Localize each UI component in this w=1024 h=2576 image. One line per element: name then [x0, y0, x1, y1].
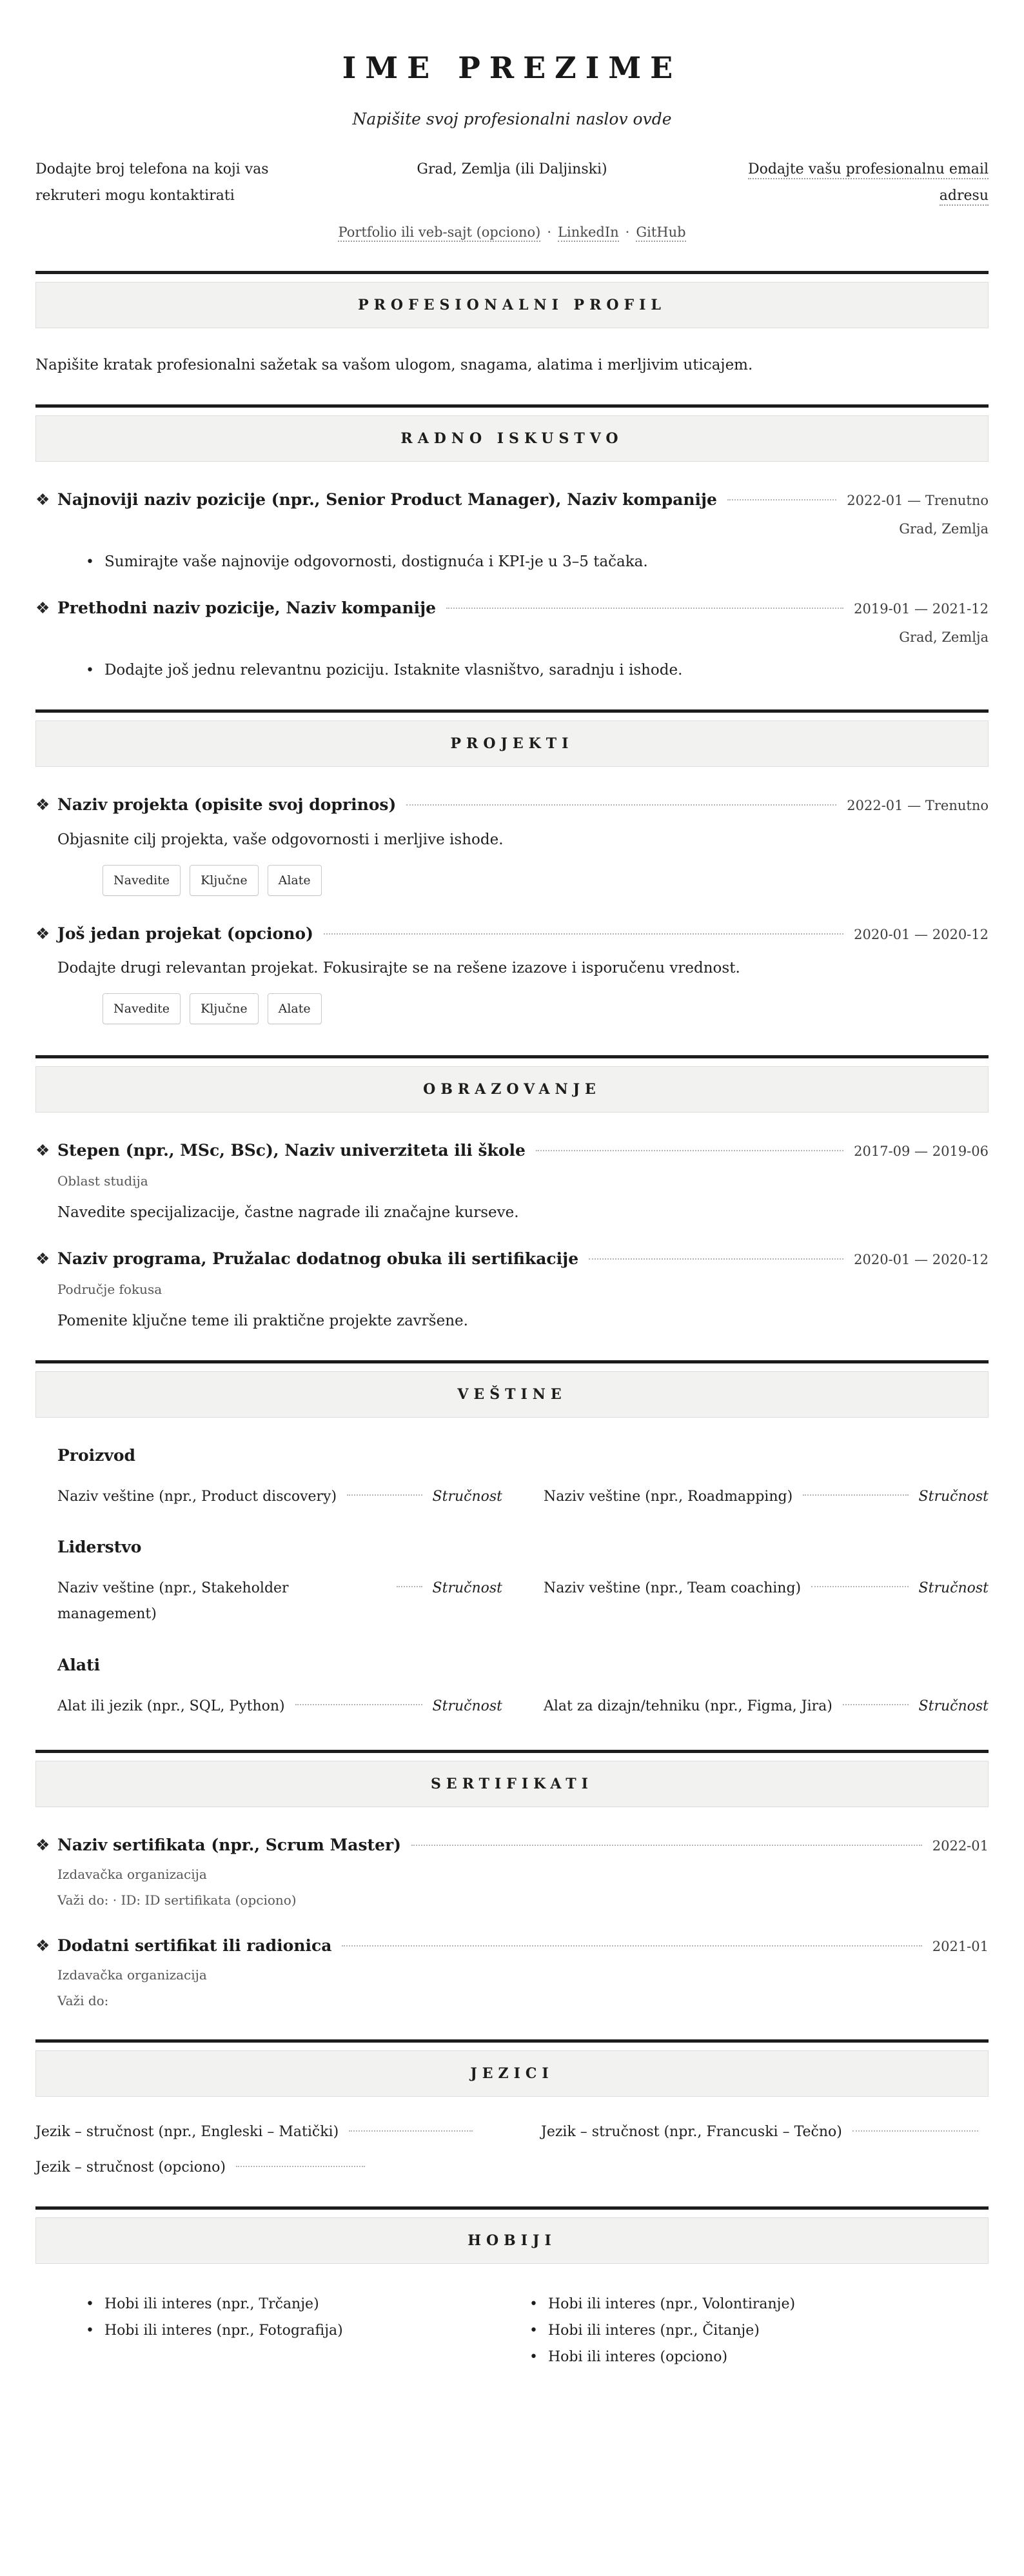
diamond-icon: ❖ — [35, 1836, 50, 1855]
email-cell — [711, 157, 989, 209]
phone-text: Dodajte broj telefona na koji vas rekruteri mogu kontaktirati — [35, 161, 269, 204]
cert-validity: Važi do: — [57, 1992, 109, 2008]
section-divider — [35, 404, 989, 408]
candidate-name: IME PREZIME — [342, 50, 682, 85]
skill-label: Naziv veštine (npr., Roadmapping) — [544, 1488, 793, 1505]
github-link[interactable]: GitHub — [636, 224, 685, 242]
hobby-list-left — [35, 2286, 502, 2365]
entry-head — [35, 1140, 989, 1162]
entry-head — [35, 923, 989, 945]
hobby-text: Hobi ili interes (npr., Fotografija) — [104, 2322, 343, 2339]
bullet-icon: • — [529, 2295, 538, 2312]
bullet-icon: • — [529, 2322, 538, 2339]
project-description: Objasnite cilj projekta, vaše odgovornosti i merljive ishode. — [57, 831, 504, 848]
entry-head — [35, 1248, 989, 1270]
location-text: Grad, Zemlja (ili Daljinski) — [417, 161, 607, 177]
professional-title: Napišite svoj profesionalni naslov ovde — [352, 110, 672, 128]
skill-level: Stručnost — [432, 1580, 502, 1597]
tag-chip: Navedite — [103, 865, 181, 896]
dotted-leader — [295, 1704, 422, 1705]
entry-bullet-list — [35, 662, 989, 679]
tag-chip: Ključne — [190, 993, 259, 1024]
diamond-icon: ❖ — [35, 599, 50, 618]
entry-subtitle: Oblast studija — [57, 1173, 148, 1189]
experience-entry — [35, 597, 989, 679]
language-item — [541, 2124, 989, 2140]
skill-level: Stručnost — [918, 1580, 989, 1597]
dotted-leader — [397, 1586, 422, 1587]
entry-title: Prethodni naziv pozicije, Naziv kompanije — [57, 599, 437, 618]
diamond-icon: ❖ — [35, 924, 50, 943]
tag-chip: Navedite — [103, 993, 181, 1024]
list-item — [86, 662, 989, 679]
section-header-hobbies — [35, 2217, 989, 2264]
skill-label: Naziv veštine (npr., Stakeholder management) — [57, 1580, 289, 1623]
skill-label: Naziv veštine (npr., Team coaching) — [544, 1580, 802, 1597]
experience-entry — [35, 489, 989, 570]
bullet-icon: • — [529, 2348, 538, 2365]
dotted-leader — [406, 804, 836, 806]
skill-label: Alat za dizajn/tehniku (npr., Figma, Jira) — [544, 1698, 832, 1714]
section-header-experience — [35, 415, 989, 462]
section-divider — [35, 1360, 989, 1363]
skills-group-title: Alati — [57, 1655, 101, 1674]
entry-title: Najnoviji naziv pozicije (npr., Senior Product Manager), Naziv kompanije — [57, 490, 717, 510]
link-separator: · — [547, 224, 552, 241]
diamond-icon: ❖ — [35, 1249, 50, 1269]
entry-location: Grad, Zemlja — [899, 521, 989, 537]
section-divider — [35, 1055, 989, 1058]
entry-dates: 2017-09 — 2019-06 — [854, 1144, 989, 1160]
section-heading: VEŠTINE — [457, 1385, 567, 1403]
section-heading: RADNO ISKUSTVO — [400, 430, 624, 448]
entry-dates: 2020-01 — 2020-12 — [854, 1252, 989, 1268]
tag-chip: Alate — [268, 993, 322, 1024]
skills-group-title: Proizvod — [57, 1445, 136, 1465]
hobby-grid — [35, 2286, 989, 2365]
skills-group-title: Liderstvo — [57, 1538, 142, 1557]
dotted-leader — [589, 1258, 843, 1260]
dotted-leader — [727, 499, 836, 500]
bullet-icon: • — [86, 2295, 94, 2312]
entry-title: Stepen (npr., MSc, BSc), Naziv univerziteta ili škole — [57, 1141, 526, 1160]
hobby-list-right — [522, 2286, 989, 2365]
skill-item — [57, 1484, 502, 1510]
entry-head — [35, 1935, 989, 1957]
section-divider — [35, 2206, 989, 2210]
skills-group — [57, 1694, 989, 1719]
bullet-icon: • — [86, 662, 94, 679]
hobby-text: Hobi ili interes (npr., Volontiranje) — [547, 2295, 796, 2312]
dotted-leader — [446, 608, 843, 609]
hobby-item — [86, 2296, 502, 2312]
entry-dates: 2021-01 — [932, 1939, 989, 1954]
certification-entry — [35, 1935, 989, 2008]
dotted-leader — [843, 1704, 909, 1705]
entry-head — [35, 1834, 989, 1856]
bullet-text: Sumirajte vaše najnovije odgovornosti, dostignuća i KPI-je u 3–5 tačaka. — [104, 553, 648, 571]
section-heading: OBRAZOVANJE — [423, 1081, 601, 1098]
entry-dates: 2022-01 — [932, 1838, 989, 1854]
section-divider — [35, 1750, 989, 1753]
section-heading: SERTIFIKATI — [431, 1776, 593, 1793]
diamond-icon: ❖ — [35, 1936, 50, 1955]
tag-chip: Ključne — [190, 865, 259, 896]
entry-head — [35, 489, 989, 511]
list-item — [86, 553, 989, 570]
certification-entry — [35, 1834, 989, 1908]
section-divider — [35, 2039, 989, 2043]
hobby-item — [529, 2323, 989, 2339]
entry-title: Još jedan projekat (opciono) — [57, 924, 313, 943]
dotted-leader — [324, 933, 843, 935]
section-divider — [35, 271, 989, 274]
language-label: Jezik – stručnost (opciono) — [35, 2159, 226, 2175]
entry-location: Grad, Zemlja — [899, 629, 989, 645]
linkedin-link[interactable]: LinkedIn — [558, 224, 619, 242]
project-description: Dodajte drugi relevantan projekat. Fokusirajte se na rešene izazove i isporučenu vrednost. — [57, 960, 740, 977]
dotted-leader — [349, 2130, 473, 2132]
skill-level: Stručnost — [918, 1488, 989, 1505]
bullet-text: Dodajte još jednu relevantnu poziciju. Istaknite vlasništvo, saradnju i ishode. — [104, 661, 683, 679]
bullet-icon: • — [86, 554, 94, 571]
entry-head — [35, 597, 989, 619]
email-link[interactable]: Dodajte vašu profesionalnu email adresu — [748, 161, 989, 206]
section-divider — [35, 709, 989, 713]
hobby-text: Hobi ili interes (npr., Čitanje) — [547, 2322, 760, 2339]
section-heading: JEZICI — [470, 2065, 554, 2082]
dotted-leader — [236, 2166, 365, 2167]
language-list — [35, 2124, 989, 2175]
dotted-leader — [411, 1845, 922, 1846]
entry-dates: 2020-01 — 2020-12 — [854, 926, 989, 942]
dotted-leader — [536, 1150, 843, 1151]
skill-item — [544, 1576, 989, 1627]
project-entry — [35, 794, 989, 896]
section-header-languages — [35, 2050, 989, 2097]
hobby-item — [529, 2349, 989, 2365]
skill-level: Stručnost — [432, 1698, 502, 1714]
section-heading: PROJEKTI — [450, 735, 574, 752]
dotted-leader — [347, 1494, 422, 1496]
entry-dates: 2019-01 — 2021-12 — [854, 601, 989, 617]
skills-block — [35, 1446, 989, 1719]
language-item — [35, 2159, 483, 2175]
skills-group — [57, 1576, 989, 1627]
section-heading: HOBIJI — [468, 2232, 556, 2249]
section-header-skills — [35, 1371, 989, 1418]
education-entry — [35, 1248, 989, 1329]
project-entry — [35, 923, 989, 1025]
contact-row — [35, 157, 989, 209]
hobby-item — [86, 2323, 502, 2339]
summary-text: Napišite kratak profesionalni sažetak sa vašom ulogom, snagama, alatima i merljivim uticajem. — [35, 357, 753, 374]
tag-row — [103, 993, 989, 1024]
language-item — [35, 2124, 483, 2140]
dotted-leader — [852, 2130, 978, 2132]
language-label: Jezik – stručnost (npr., Engleski – Matički) — [35, 2123, 339, 2140]
hobby-text: Hobi ili interes (opciono) — [547, 2348, 728, 2365]
entry-description: Pomenite ključne teme ili praktične projekte završene. — [57, 1312, 468, 1329]
skill-item — [57, 1694, 502, 1719]
cert-validity: Važi do: · ID: ID sertifikata (opciono) — [57, 1892, 297, 1908]
entry-dates: 2022-01 — Trenutno — [847, 797, 989, 813]
language-label: Jezik – stručnost (npr., Francuski – Tečno) — [541, 2123, 842, 2140]
entry-description: Navedite specijalizacije, častne nagrade ili značajne kurseve. — [57, 1204, 519, 1222]
section-header-certifications — [35, 1761, 989, 1807]
section-header-projects — [35, 720, 989, 767]
entry-subtitle: Područje fokusa — [57, 1281, 162, 1297]
skill-item — [544, 1694, 989, 1719]
portfolio-link[interactable]: Portfolio ili veb-sajt (opciono) — [338, 224, 540, 242]
diamond-icon: ❖ — [35, 795, 50, 814]
dotted-leader — [342, 1945, 921, 1947]
skill-label: Naziv veštine (npr., Product discovery) — [57, 1488, 337, 1505]
skills-group — [57, 1484, 989, 1510]
diamond-icon: ❖ — [35, 1141, 50, 1160]
diamond-icon: ❖ — [35, 490, 50, 510]
education-entry — [35, 1140, 989, 1221]
dotted-leader — [803, 1494, 908, 1496]
cert-issuer: Izdavačka organizacija — [57, 1867, 207, 1882]
entry-title: Naziv programa, Pružalac dodatnog obuka ili sertifikacije — [57, 1249, 579, 1269]
entry-bullet-list — [35, 553, 989, 570]
skill-level: Stručnost — [432, 1488, 502, 1505]
skill-label: Alat ili jezik (npr., SQL, Python) — [57, 1698, 285, 1714]
bullet-icon: • — [86, 2322, 94, 2339]
links-row — [35, 224, 989, 240]
tag-chip: Alate — [268, 865, 322, 896]
section-header-profile — [35, 282, 989, 328]
cert-issuer: Izdavačka organizacija — [57, 1967, 207, 1983]
tag-row — [103, 865, 989, 896]
section-header-education — [35, 1066, 989, 1113]
entry-title: Naziv sertifikata (npr., Scrum Master) — [57, 1836, 401, 1855]
hobby-text: Hobi ili interes (npr., Trčanje) — [104, 2295, 319, 2312]
dotted-leader — [811, 1586, 908, 1587]
skill-item — [57, 1576, 502, 1627]
entry-head — [35, 794, 989, 816]
section-heading: PROFESIONALNI PROFIL — [358, 297, 666, 314]
entry-title: Naziv projekta (opisite svoj doprinos) — [57, 795, 397, 814]
entry-dates: 2022-01 — Trenutno — [847, 493, 989, 509]
hobby-item — [529, 2296, 989, 2312]
skill-level: Stručnost — [918, 1698, 989, 1714]
link-separator: · — [625, 224, 630, 241]
entry-title: Dodatni sertifikat ili radionica — [57, 1936, 332, 1955]
skill-item — [544, 1484, 989, 1510]
